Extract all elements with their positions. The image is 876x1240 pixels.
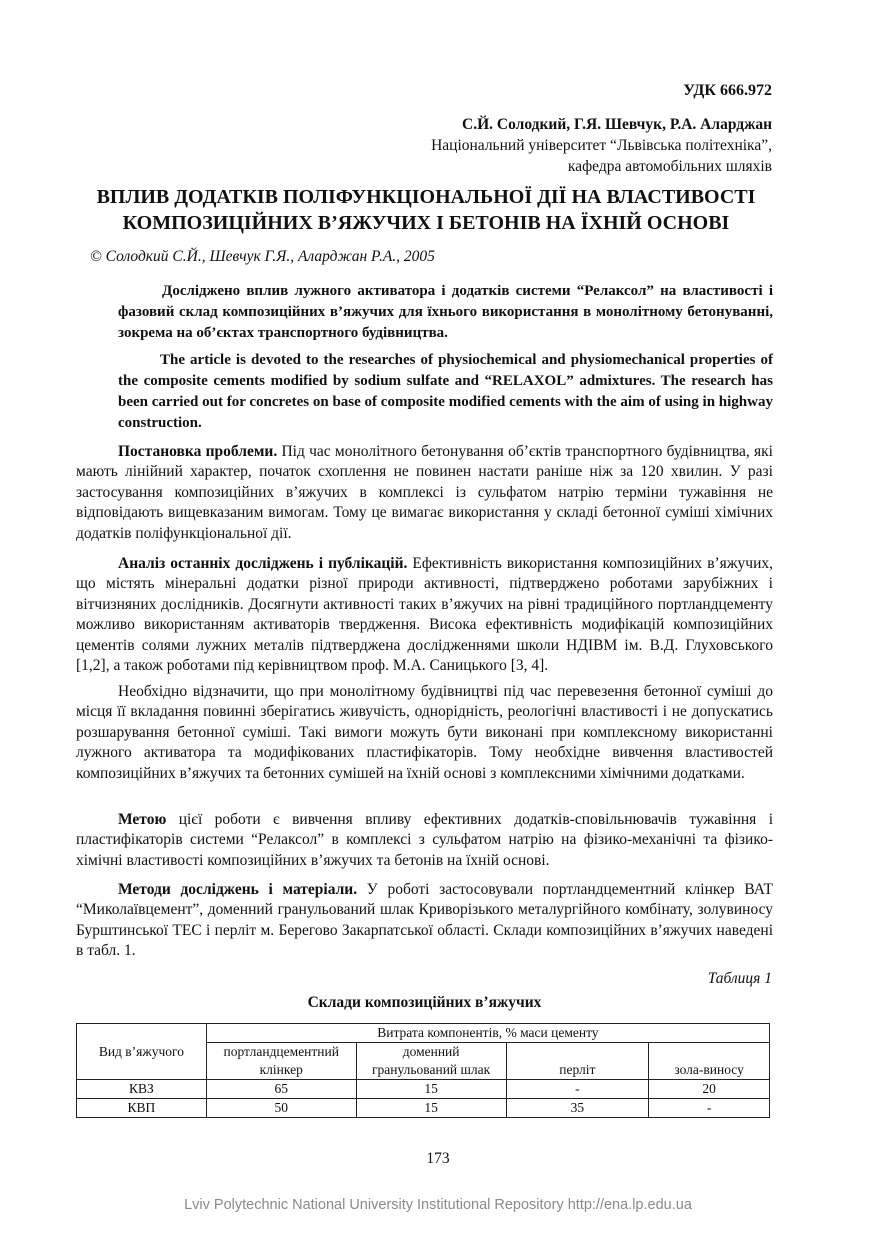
analysis-text: Ефективність використання композиційних в’яжучих, що містять мінеральні додатки різної природи активності, підтверджено роботами зарубіжних і вітчизняних дослідників. Досягнути активності таких в’яжучих на рівні традиційного портландцементу можливо використанням активаторів твердження. Висока ефективність модифікацій композиційних цементів солями лужних металів підтверджена дослідженнями школи НДІВМ ім. В.Д. Глуховського [1,2], а також роботами під керівництвом проф. М.А. Саницького [3, 4]. (76, 555, 773, 675)
page-number: 173 (426, 1150, 450, 1167)
problem-text: Під час монолітного бетонування об’єктів транспортного будівництва, які мають лінійний характер, початок схоплення не повинен настати раніше ніж за 120 хвилин. У разі застосування композиційних в’яжучих в комплексі із сульфатом натрію терміни тужавіння не відповідають вищевказаним вимогам. Тому це вимагає використання у складі бетонної суміші хімічних додатків поліфункціональної дії. (76, 443, 773, 542)
table-row (77, 1080, 770, 1099)
cell-kvz-clinker: 65 (206, 1080, 356, 1099)
col-header-perlite-1 (506, 1043, 649, 1062)
analysis-heading: Аналіз останніх досліджень і публікацій. (118, 555, 408, 572)
table-title: Склади композиційних в’яжучих (307, 994, 542, 1011)
repository-footer: Lviv Polytechnic National University Institutional Repository http://ena.lp.edu.ua (184, 1197, 692, 1213)
table-row (77, 1099, 770, 1118)
note-text: Необхідно відзначити, що при монолітному будівництві під час перевезення бетонної суміші до місця її вкладання повинні зберігатись живучість, однорідність, реологічні властивості і не допускатись розшарування бетонної суміші. Такі вимоги можуть бути виконані при комплексному використанні лужного активатора та модифікованих пластифікаторів. Тому необхідне вивчення властивостей композиційних в’яжучих та бетонних сумішей на їхній основі з комплексними хімічними додатками. (76, 683, 773, 782)
section-aim (76, 810, 773, 871)
copyright-line: © Солодкий С.Й., Шевчук Г.Я., Аларджан Р.А., 2005 (90, 248, 435, 265)
paper-title (76, 184, 776, 236)
cell-kvp-clinker: 50 (206, 1099, 356, 1118)
cell-kvp-perlite: 35 (506, 1099, 649, 1118)
col-header-perlite-2: перліт (506, 1061, 649, 1080)
cell-kvz-slag: 15 (356, 1080, 506, 1099)
col-header-clinker-1: портландцементний (206, 1043, 356, 1062)
section-analysis (76, 554, 773, 676)
affiliation-line-1: Національний університет “Львівська політехніка”, (431, 137, 772, 154)
section-note (76, 682, 773, 784)
problem-heading: Постановка проблеми. (118, 443, 278, 460)
col-header-slag-1: доменний (356, 1043, 506, 1062)
section-methods (76, 880, 773, 962)
affiliation-line-2: кафедра автомобільних шляхів (567, 158, 772, 175)
aim-text: цієї роботи є вивчення впливу ефективних додатків-сповільнювачів тужавіння і пластифікаторів системи “Релаксол” в комплексі з сульфатом натрію на фізико-механічні та фізико-хімічні властивості композиційних в’яжучих та бетонів на їхній основі. (76, 811, 773, 869)
abstract-english: The article is devoted to the researches of physiochemical and physiomechanical properties of the composite cements modified by sodium sulfate and “RELAXOL” admixtures. The research has been carried out for concretes on base of composite modified cements with the aim of using in highway construction. (118, 352, 773, 431)
title-line-1: ВПЛИВ ДОДАТКІВ ПОЛІФУНКЦІОНАЛЬНОЇ ДІЇ НА ВЛАСТИВОСТІ (96, 186, 756, 208)
author-names: С.Й. Солодкий, Г.Я. Шевчук, Р.А. Аларджан (462, 116, 772, 133)
cell-kvp-ash: - (649, 1099, 770, 1118)
methods-heading: Методи досліджень і матеріали. (118, 881, 358, 898)
cell-kvz-perlite: - (506, 1080, 649, 1099)
row-name-kvz: КВЗ (77, 1080, 207, 1099)
composition-table (76, 1023, 770, 1118)
table-label: Таблиця 1 (707, 970, 772, 987)
col-header-ash-2: зола-виносу (649, 1061, 770, 1080)
col-header-ash-1 (649, 1043, 770, 1062)
row-name-kvp: КВП (77, 1099, 207, 1118)
udk-code: УДК 666.972 (683, 82, 772, 99)
cell-kvz-ash: 20 (649, 1080, 770, 1099)
aim-heading: Метою (118, 811, 167, 828)
cell-kvp-slag: 15 (356, 1099, 506, 1118)
section-problem (76, 442, 773, 544)
group-header-cell: Витрата компонентів, % маси цементу (206, 1024, 769, 1043)
title-line-2: КОМПОЗИЦІЙНИХ В’ЯЖУЧИХ І БЕТОНІВ НА ЇХНІЙ ОСНОВІ (122, 212, 730, 234)
col-header-clinker-2: клінкер (206, 1061, 356, 1080)
col-header-slag-2: гранульований шлак (356, 1061, 506, 1080)
author-block (431, 114, 772, 177)
row-header-cell: Вид в’яжучого (77, 1024, 207, 1080)
methods-text: У роботі застосовували портландцементний клінкер ВАТ “Миколаївцемент”, доменний гранульований шлак Криворізького металургійного комбінату, золувиносу Бурштинської ТЕС і перліт м. Берегово Закарпатської області. Склади композиційних в’яжучих наведені в табл. 1. (76, 881, 773, 960)
abstract-ukrainian: Досліджено вплив лужного активатора і додатків системи “Релаксол” на властивості і фазовий склад композиційних в’яжучих для їхнього використання в монолітному бетонуванні, зокрема на об’єктах транспортного будівництва. (118, 283, 773, 341)
